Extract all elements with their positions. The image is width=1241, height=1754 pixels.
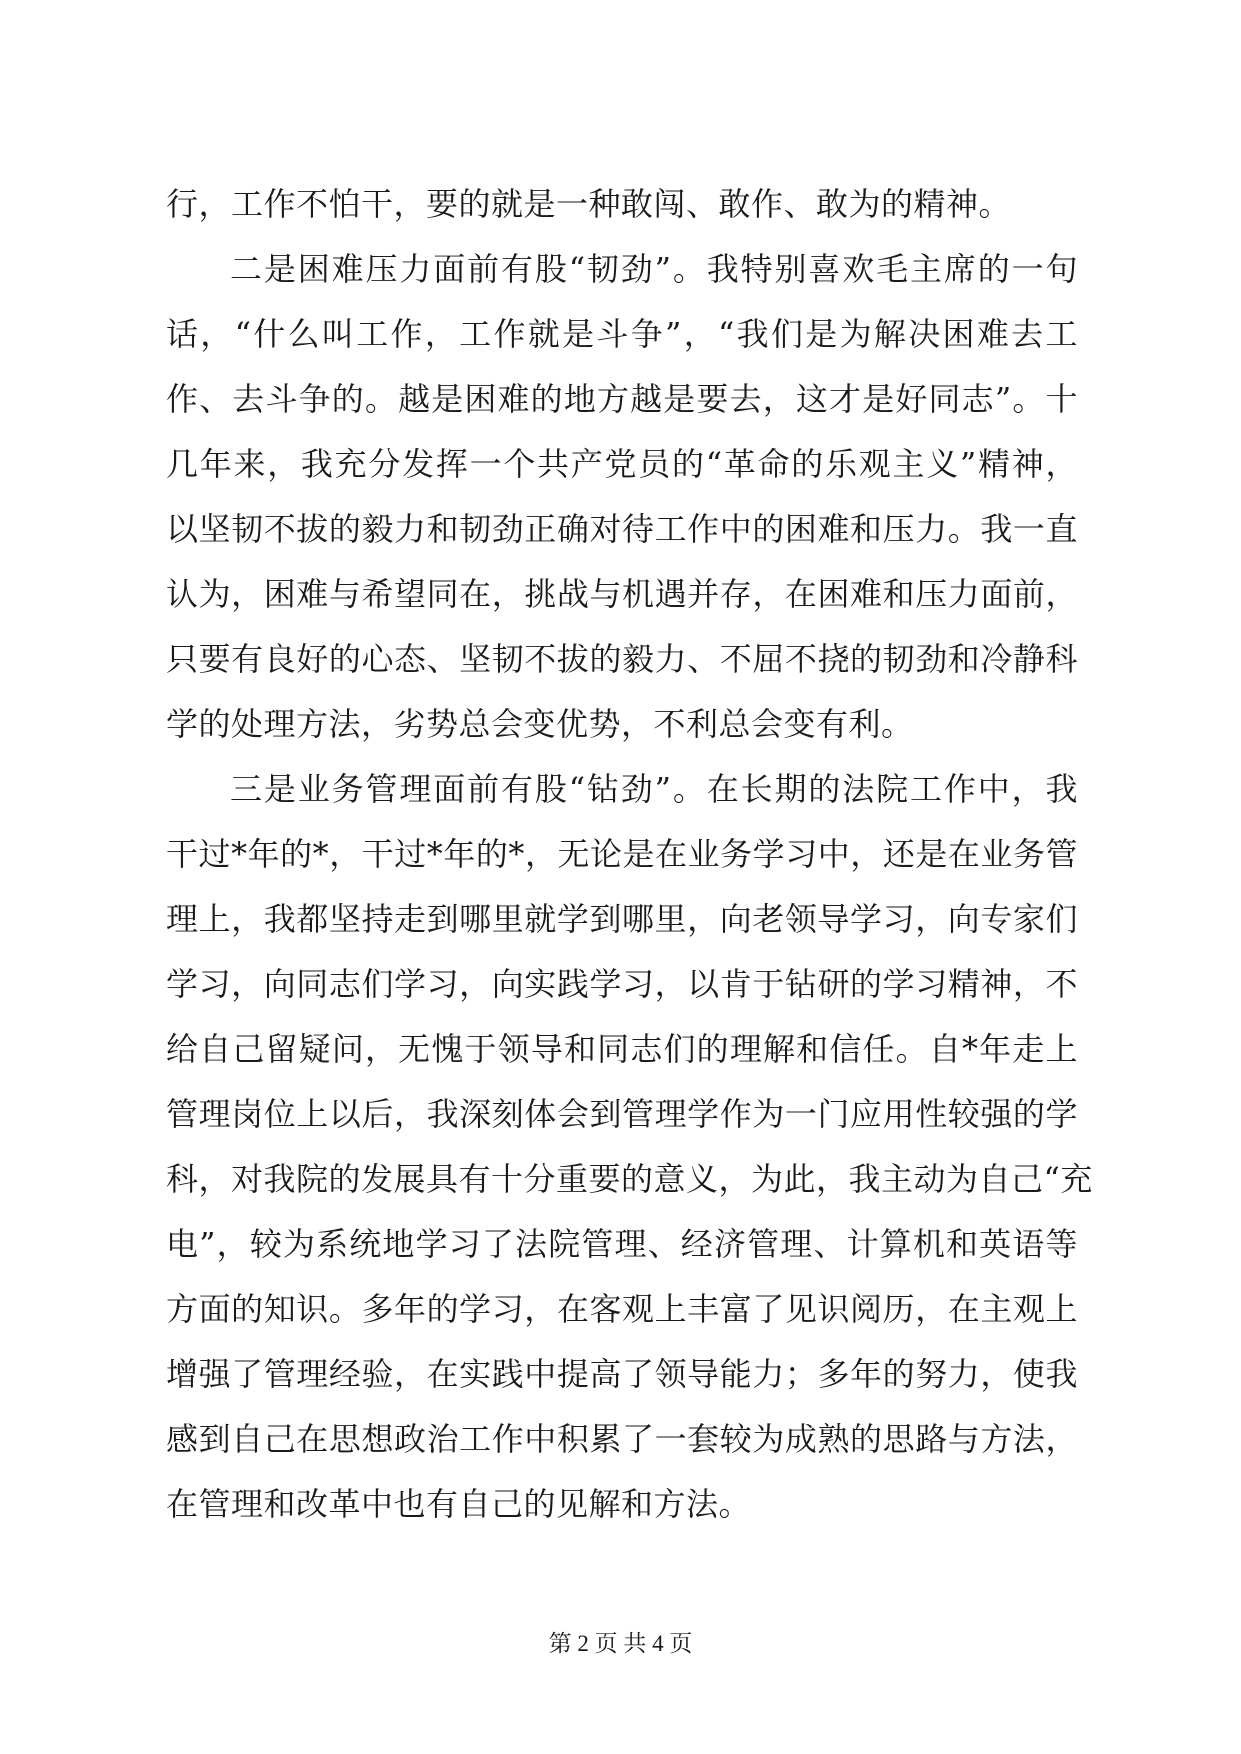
text-line: 在管理和改革中也有自己的见解和方法。 [166,1485,752,1523]
text-line: 科，对我院的发展具有十分重要的意义，为此，我主动为自己“充 [166,1160,1093,1198]
text-line: 理上，我都坚持走到哪里就学到哪里，向老领导学习，向专家们 [166,900,1078,938]
text-line: 作、去斗争的。越是困难的地方越是要去，这才是好同志”。十 [166,380,1078,418]
paragraph-start-line: 二是困难压力面前有股“韧劲”。我特别喜欢毛主席的一句 [230,250,1078,288]
text-line: 干过*年的*，干过*年的*，无论是在业务学习中，还是在业务管 [166,835,1078,873]
text-line: 感到自己在思想政治工作中积累了一套较为成熟的思路与方法， [166,1420,1078,1458]
text-line: 认为，困难与希望同在，挑战与机遇并存，在困难和压力面前， [166,575,1078,613]
text-line: 增强了管理经验，在实践中提高了领导能力；多年的努力，使我 [166,1355,1078,1393]
text-line: 学的处理方法，劣势总会变优势，不利总会变有利。 [166,705,914,743]
text-line: 给自己留疑问，无愧于领导和同志们的理解和信任。自*年走上 [166,1030,1078,1068]
text-line: 几年来，我充分发挥一个共产党员的“革命的乐观主义”精神， [166,445,1078,483]
body-text [166,172,1093,1537]
paragraph-start-line: 三是业务管理面前有股“钻劲”。在长期的法院工作中，我 [230,770,1078,808]
text-line: 管理岗位上以后，我深刻体会到管理学作为一门应用性较强的学 [166,1095,1078,1133]
page-number-footer: 第 2 页 共 4 页 [548,1631,693,1656]
text-line: 以坚韧不拔的毅力和韧劲正确对待工作中的困难和压力。我一直 [166,510,1078,548]
text-line: 只要有良好的心态、坚韧不拔的毅力、不屈不挠的韧劲和冷静科 [166,640,1078,678]
text-line: 学习，向同志们学习，向实践学习，以肯于钻研的学习精神，不 [166,965,1078,1003]
text-line: 行，工作不怕干，要的就是一种敢闯、敢作、敢为的精神。 [166,185,1012,223]
text-line: 话，“什么叫工作，工作就是斗争”，“我们是为解决困难去工 [166,315,1078,353]
text-line: 电”，较为系统地学习了法院管理、经济管理、计算机和英语等 [166,1225,1078,1263]
text-line: 方面的知识。多年的学习，在客观上丰富了见识阅历，在主观上 [166,1290,1078,1328]
